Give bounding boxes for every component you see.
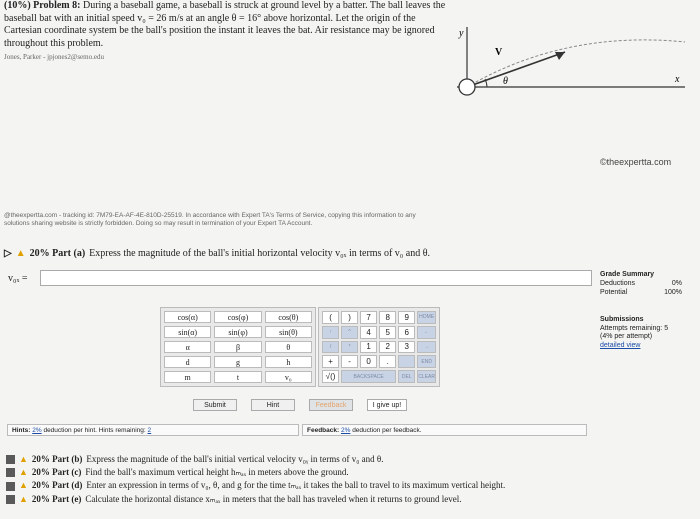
key-right-arrow[interactable]: →	[417, 341, 436, 354]
answer-input[interactable]	[40, 270, 592, 286]
key-backspace[interactable]: BACKSPACE	[341, 370, 396, 383]
warning-icon: ▲	[15, 248, 26, 259]
part-e-text: Calculate the horizontal distance xₘₐₓ in meters that the ball has traveled when it returns to ground level.	[85, 493, 462, 504]
deductions-value: 0%	[671, 280, 682, 287]
key-blank[interactable]	[398, 355, 415, 368]
number-keypad	[318, 307, 440, 387]
part-a-text: Express the magnitude of the ball's initial horizontal velocity v₀ₓ in terms of v₀ and θ.	[89, 248, 430, 259]
part-b-label: 20% Part (b)	[31, 454, 83, 464]
part-e-row[interactable]	[6, 493, 505, 506]
part-a-label: 20% Part (a)	[29, 248, 86, 259]
problem-text: During a baseball game, a baseball is struck at ground level by a batter. The ball leaves the baseball bat with an initial speed v₀ = 26 m/s at an angle θ = 16° above horizontal. Let the origin of the Cartesian coordinate system be the ball's position the instant it leaves the bat. Air resistance may be ignored throughout this problem.	[4, 0, 446, 49]
key-5[interactable]: 5	[379, 326, 396, 339]
hint-button[interactable]: Hint	[251, 399, 295, 411]
answer-row	[8, 270, 592, 286]
part-d-row[interactable]	[6, 479, 505, 492]
key-cos-theta[interactable]: cos(θ)	[265, 311, 312, 323]
key-open-paren[interactable]: (	[322, 311, 339, 324]
key-g[interactable]: g	[214, 356, 261, 368]
hints-rest: deduction per hint. Hints remaining:	[43, 426, 146, 434]
key-close-paren[interactable]: )	[341, 311, 358, 324]
deductions-label: Deductions	[600, 280, 636, 287]
hints-label: Hints:	[12, 426, 31, 434]
part-b-row[interactable]	[6, 453, 505, 466]
key-8[interactable]: 8	[379, 311, 396, 324]
potential-label: Potential	[600, 289, 628, 296]
author-line: Jones, Parker - jpjones2@semo.edu	[4, 53, 104, 61]
problem-header: (10%) Problem 8:	[4, 0, 81, 11]
key-sin-theta[interactable]: sin(θ)	[265, 326, 312, 338]
submit-button[interactable]: Submit	[193, 399, 237, 411]
key-3[interactable]: 3	[398, 341, 415, 354]
part-c-row[interactable]	[6, 466, 505, 479]
feedback-bar	[302, 424, 587, 436]
theta-label: θ	[503, 76, 508, 87]
grade-summary-title: Grade Summary	[600, 271, 655, 278]
warning-icon: ▲	[19, 480, 28, 491]
key-t[interactable]: t	[214, 371, 261, 383]
y-axis-label: y	[459, 28, 464, 39]
key-divide[interactable]: /	[322, 341, 339, 354]
part-d-text: Enter an expression in terms of v₀, θ, and g for the time tₘₐₓ it takes the ball to travel to its maximum vertical height.	[86, 480, 506, 491]
tracking-notice: @theexpertta.com - tracking id: 7M79-EA-AF-4E-810D-25519. In accordance with Expert TA's Terms of Service, copying this information to any solutions sharing website is strictly forbidden. Doing so may result in termination of your Expert TA Account.	[4, 212, 416, 227]
x-axis-label: x	[675, 74, 680, 85]
part-icon	[6, 482, 15, 491]
part-c-text: Find the ball's maximum vertical height hₘₐₓ in meters above the ground.	[85, 467, 349, 478]
hints-remaining: 2	[147, 426, 152, 434]
part-b-text: Express the magnitude of the ball's initial vertical velocity v₀ᵧ in terms of v₀ and θ.	[86, 454, 384, 464]
expand-arrow-icon[interactable]: ▷	[4, 248, 12, 259]
key-minus[interactable]: -	[341, 355, 358, 368]
key-0[interactable]: 0	[360, 355, 377, 368]
key-end[interactable]: END	[417, 355, 436, 368]
part-e-label: 20% Part (e)	[31, 493, 82, 504]
key-caret[interactable]: ^	[341, 326, 358, 339]
key-d[interactable]: d	[164, 356, 211, 368]
key-theta[interactable]: θ	[265, 341, 312, 353]
part-icon	[6, 455, 15, 464]
key-2[interactable]: 2	[379, 341, 396, 354]
key-cos-phi[interactable]: cos(φ)	[214, 311, 261, 323]
velocity-label: V	[495, 47, 503, 58]
warning-icon: ▲	[19, 454, 28, 464]
key-del[interactable]: DEL	[398, 370, 415, 383]
key-7[interactable]: 7	[360, 311, 377, 324]
key-sqrt[interactable]: √()	[322, 370, 339, 383]
copyright-text: ©theexpertta.com	[600, 157, 672, 167]
give-up-button[interactable]: I give up!	[367, 399, 407, 411]
potential-value: 100%	[664, 289, 682, 296]
attempts-remaining: Attempts remaining: 5	[600, 324, 669, 332]
key-v0[interactable]: v₀	[265, 371, 312, 383]
answer-label: v₀ₓ =	[8, 272, 28, 284]
key-beta[interactable]: β	[214, 341, 261, 353]
function-keypad	[160, 307, 316, 387]
part-c-label: 20% Part (c)	[31, 467, 82, 478]
key-9[interactable]: 9	[398, 311, 415, 324]
feedback-rest: deduction per feedback.	[352, 426, 422, 434]
key-sin-phi[interactable]: sin(φ)	[214, 326, 261, 338]
part-a-header[interactable]	[4, 248, 430, 259]
per-attempt: (4% per attempt)	[600, 333, 653, 340]
part-icon	[6, 495, 15, 504]
hints-pct: 2%	[32, 426, 42, 434]
key-left-arrow[interactable]: ←	[417, 326, 436, 339]
control-buttons	[193, 399, 407, 411]
key-cos-alpha[interactable]: cos(α)	[164, 311, 211, 323]
key-4[interactable]: 4	[360, 326, 377, 339]
key-sin-alpha[interactable]: sin(α)	[164, 326, 211, 338]
key-clear[interactable]: CLEAR	[417, 370, 436, 383]
key-dot[interactable]: .	[379, 355, 396, 368]
key-multiply[interactable]: *	[341, 341, 358, 354]
detailed-view-link[interactable]: detailed view	[600, 341, 641, 349]
key-home[interactable]: HOME	[417, 311, 436, 324]
submissions-panel	[600, 316, 668, 350]
part-d-label: 20% Part (d)	[31, 480, 83, 491]
trajectory-diagram	[445, 22, 695, 107]
submissions-title: Submissions	[600, 316, 644, 323]
grade-summary	[600, 270, 682, 297]
key-m[interactable]: m	[164, 371, 211, 383]
key-h[interactable]: h	[265, 356, 312, 368]
key-6[interactable]: 6	[398, 326, 415, 339]
key-up-arrow[interactable]: ↑	[322, 326, 339, 339]
feedback-pct: 2%	[340, 426, 351, 434]
problem-statement	[4, 0, 454, 64]
warning-icon: ▲	[19, 493, 28, 504]
feedback-label: Feedback:	[307, 426, 340, 434]
part-icon	[6, 468, 15, 477]
key-1[interactable]: 1	[360, 341, 377, 354]
feedback-button[interactable]: Feedback	[309, 399, 353, 411]
remaining-parts	[6, 453, 505, 506]
key-alpha[interactable]: α	[164, 341, 211, 353]
key-plus[interactable]: +	[322, 355, 339, 368]
hints-bar	[7, 424, 299, 436]
warning-icon: ▲	[19, 467, 28, 478]
